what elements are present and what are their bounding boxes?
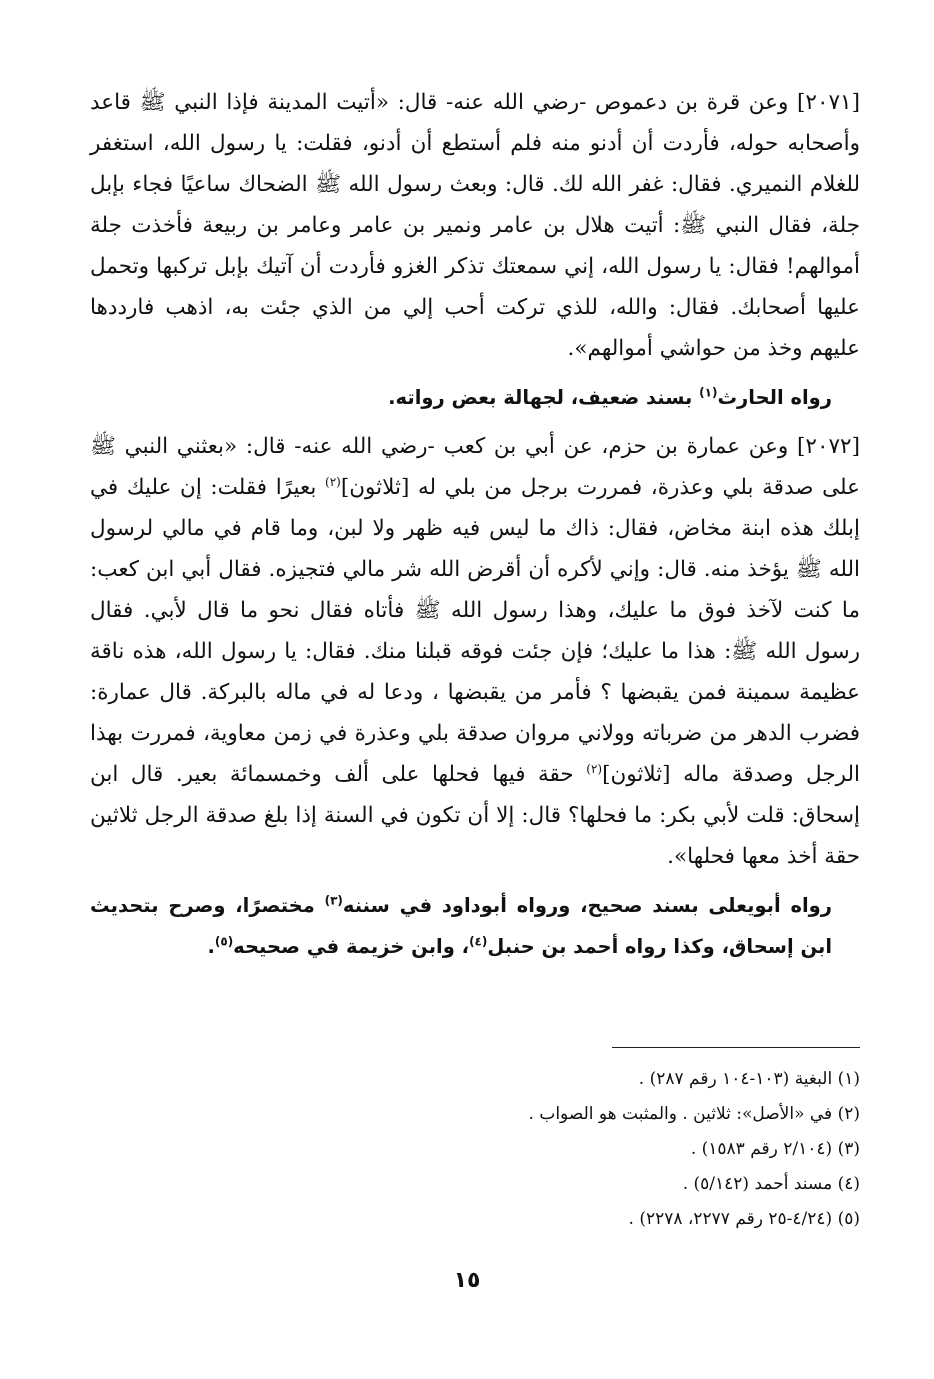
footnote-ref: (١)	[699, 385, 718, 400]
footnote-ref: (٥)	[214, 934, 234, 949]
footnote-1: (١) البغية (١٠٣-١٠٤ رقم ٢٨٧) .	[638, 1069, 860, 1089]
takhrij-text: بسند ضعيف، لجهالة بعض رواته.	[388, 386, 700, 409]
footnote-2: (٢) في «الأصل»: ثلاثين . والمثبت هو الصواب .	[528, 1104, 860, 1124]
hadith-text: وعن قرة بن دعموص -رضي الله عنه- قال: «أتيت المدينة فإذا النبي ﷺ قاعد وأصحابه حوله، فأردت أن أدنو منه فلم أستطع أن أدنو، فقلت: يا رسول الله، استغفر للغلام النميري. فقال: غفر الله لك. قال: وبعث رسول الله ﷺ الضحاك ساعيًا فجاء بإبل جلة، فقال النبي ﷺ: أتيت هلال بن عامر ونمير بن عامر وعامر بن ربيعة فأخذت جلة أموالهم! فقال: يا رسول الله، إني سمعتك تذكر الغزو فأردت أن آتيك بإبل تركبها وتحمل عليها أصحابك. فقال: والله، للذي تركت أحب إلي من الذي جئت به، اذهب فارددها عليهم وخذ من حواشي أموالهم».	[90, 90, 860, 361]
footnote-ref: (٢)	[325, 474, 341, 489]
footnote-ref: (٣)	[324, 893, 343, 908]
takhrij-2071	[90, 377, 860, 418]
page-number: ١٥	[453, 1268, 481, 1293]
hadith-2072	[90, 426, 860, 877]
footnote-ref: (٢)	[586, 761, 603, 776]
page-body	[90, 82, 860, 975]
footnote-4: (٤) مسند أحمد (٥/١٤٢) .	[682, 1174, 860, 1194]
takhrij-text: رواه أبويعلى بسند صحيح، ورواه أبوداود في سننه	[342, 894, 832, 917]
footnotes	[90, 1047, 860, 1237]
takhrij-text: ، وابن خزيمة في صحيحه	[233, 935, 470, 958]
takhrij-2072	[90, 885, 860, 967]
takhrij-text: .	[207, 935, 215, 958]
hadith-text: وعن عمارة بن حزم، عن أبي بن كعب -رضي الله عنه- قال: «بعثني النبي ﷺ على صدقة بلي وعذرة، فمررت برجل من بلي له [ثلاثون]	[90, 434, 860, 500]
takhrij-text: مختصرًا، وصرح بتحديث ابن إسحاق، وكذا رواه أحمد بن حنبل	[90, 894, 832, 958]
footnote-3: (٣) (٢/١٠٤ رقم ١٥٨٣) .	[690, 1139, 860, 1159]
hadith-2071	[90, 82, 860, 369]
takhrij-text: رواه الحارث	[717, 386, 832, 409]
footnote-5: (٥) (٤/٢٤-٢٥ رقم ٢٢٧٧، ٢٢٧٨) .	[628, 1209, 860, 1229]
footnote-divider	[612, 1047, 860, 1048]
hadith-number: [٢٠٧١]	[797, 90, 860, 115]
footnote-ref: (٤)	[469, 934, 488, 949]
hadith-text: حقة فيها فحلها على ألف وخمسمائة بعير. قال ابن إسحاق: قلت لأبي بكر: ما فحلها؟ قال: إلا أن تكون في السنة إذا بلغ صدقة الرجل ثلاثين حقة أخذ معها فحلها».	[90, 762, 860, 869]
hadith-text: بعيرًا فقلت: إن عليك في إبلك هذه ابنة مخاض، فقال: ذاك ما ليس فيه ظهر ولا لبن، وما قام في مالي لرسول الله ﷺ يؤخذ منه. قال: وإني لأكره أن أقرض الله شر مالي فتجيزه. فقال أبي ابن كعب: ما كنت لآخذ فوق ما عليك، وهذا رسول الله ﷺ فأتاه فقال نحو ما قال لأبي. فقال رسول الله ﷺ: هذا ما عليك؛ فإن جئت فوقه قبلنا منك. فقال: يا رسول الله، هذه ناقة عظيمة سمينة فمن يقبضها ؟ فأمر من يقبضها ، ودعا له في ماله بالبركة. قال عمارة: فضرب الدهر من ضرباته وولاني مروان صدقة بلي وعذرة في زمن معاوية، فمررت بهذا الرجل وصدقة ماله [ثلاثون]	[90, 475, 860, 787]
hadith-number: [٢٠٧٢]	[797, 434, 860, 459]
